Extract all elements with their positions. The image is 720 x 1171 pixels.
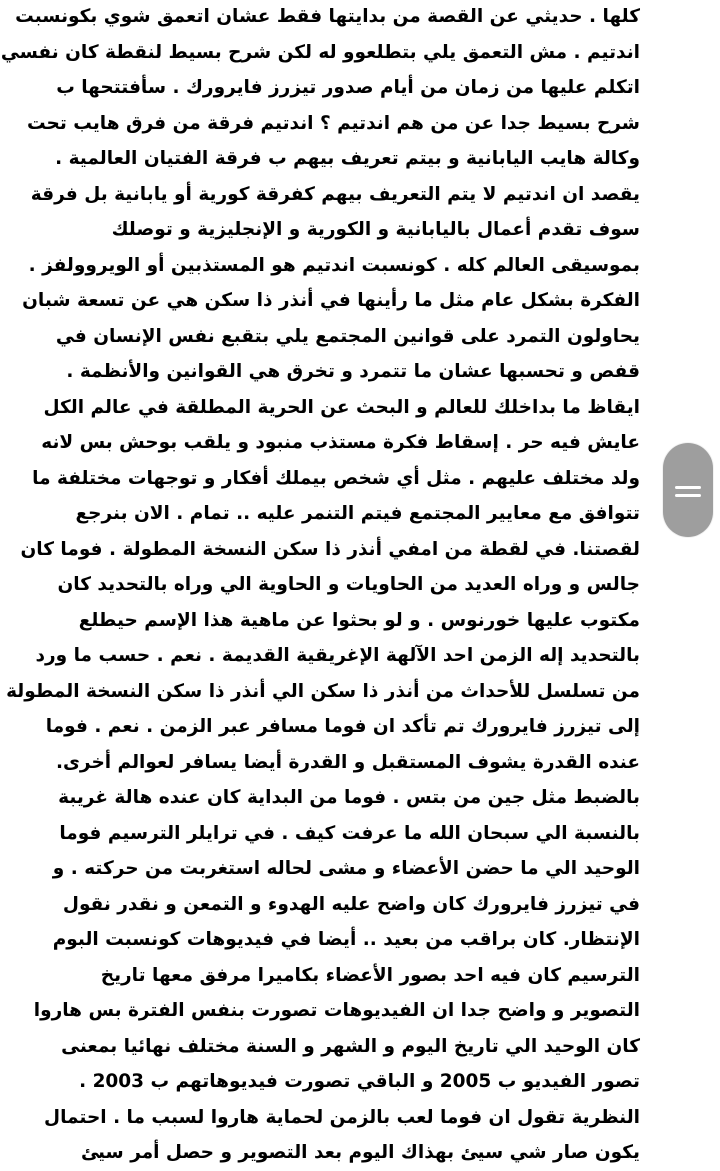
- text-line: النظرية تقول ان فوما لعب بالزمن لحماية هاروا لسبب ما . احتمال: [44, 1106, 640, 1128]
- text-line: الترسيم كان فيه احد بصور الأعضاء بكاميرا مرفق معها تاريخ: [100, 964, 640, 986]
- text-line: بالتحديد إله الزمن احد الآلهة الإغريقية القديمة . نعم . حسب ما ورد: [35, 645, 640, 666]
- text-line: ايقاظ ما بداخلك للعالم و البحث عن الحرية المطلقة في عالم الكل: [43, 396, 640, 418]
- text-line: في تيزرز فايرورك كان واضح عليه الهدوء و التمعن و نقدر نقول: [62, 893, 640, 915]
- text-line: تصور الفيديو ب 2005 و الباقي تصورت فيديوهاتهم ب 2003 .: [79, 1071, 640, 1092]
- text-line: لقصتنا. في لقطة من امفي أنذر ذا سكن النسخة المطولة . فوما كان: [20, 538, 640, 560]
- text-line: بموسيقى العالم كله . كونسبت اندتيم هو المستذبين أو الويروولفز .: [28, 254, 640, 276]
- text-line: ولد مختلف عليهم . مثل أي شخص بيملك أفكار و توجهات مختلفة ما: [32, 467, 640, 489]
- text-line: الإنتظار. كان براقب من بعيد .. أيضا في فيديوهات كونسبت البوم: [52, 929, 640, 950]
- text-line: مكتوب عليها خورنوس . و لو بحثوا عن ماهية هذا الإسم حيطلع: [78, 609, 640, 631]
- drag-handle-icon: [675, 494, 701, 497]
- text-line: اتكلم عليها من زمان من أيام صدور تيزرز فايرورك . سأفتتحها ب: [56, 77, 640, 98]
- text-line: اندتيم . مش التعمق يلي بتطلعوو له لكن شرح بسيط لنقطة كان نفسي: [0, 41, 640, 63]
- drag-handle-icon: [675, 486, 701, 489]
- text-line: شرح بسيط جدا عن من هم اندتيم ؟ اندتيم فرقة من فرق هايب تحت: [26, 112, 640, 134]
- text-line: الوحيد الي ما حضن الأعضاء و مشى لحاله استغربت من حركته . و: [52, 858, 640, 879]
- text-line: تتوافق مع معايير المجتمع فيتم التنمر عليه .. تمام . الان بنرجع: [75, 503, 640, 524]
- text-line: وكالة هايب اليابانية و بيتم تعريف بيهم ب فرقة الفتيان العالمية .: [55, 148, 640, 169]
- text-line: عنده القدرة يشوف المستقبل و القدرة أيضا يسافر لعوالم أخرى.: [55, 751, 640, 773]
- text-line: يحاولون التمرد على قوانين المجتمع يلي بتقبع نفس الإنسان في: [55, 325, 640, 347]
- text-line: كان الوحيد الي تاريخ اليوم و الشهر و السنة مختلف نهائيا بمعنى: [61, 1035, 640, 1057]
- text-line: كلها . حديثي عن القصة من بدايتها فقط عشان اتعمق شوي بكونسبت: [15, 6, 640, 27]
- text-line: يقصد ان اندتيم لا يتم التعريف بيهم كفرقة كورية أو يابانية بل فرقة: [30, 183, 640, 205]
- text-line: سوف تقدم أعمال باليابانية و الكورية و الإنجليزية و توصلك: [111, 219, 640, 240]
- text-line: الفكرة بشكل عام مثل ما رأينها في أنذر ذا سكن هي عن تسعة شبان: [22, 290, 640, 311]
- text-line: قفص و تحسبها عشان ما تتمرد و تخرق هي القوانين والأنظمة .: [66, 361, 640, 382]
- text-line: من تسلسل للأحداث من أنذر ذا سكن الي أنذر ذا سكن النسخة المطولة: [6, 680, 640, 702]
- fast-scroll-handle[interactable]: [663, 443, 713, 537]
- text-line: إلى تيزرز فايرورك تم تأكد ان فوما مسافر عبر الزمن . نعم . فوما: [45, 716, 640, 737]
- text-line: بالضبط مثل جين من بتس . فوما من البداية كان عنده هالة غريبة: [58, 787, 640, 808]
- text-line: عايش فيه حر . إسقاط فكرة مستذب منبود و يلقب بوحش بس لانه: [41, 432, 640, 453]
- text-line: بالنسبة الي سبحان الله ما عرفت كيف . في ترايلر الترسيم فوما: [59, 822, 640, 844]
- text-line: جالس و وراه العديد من الحاويات و الحاوية الي وراه بالتحديد كان: [57, 574, 640, 595]
- text-line: التصوير و واضح جدا ان الفيديوهات تصورت بنفس الفترة بس هاروا: [33, 1000, 640, 1021]
- text-line: يكون صار شي سيئ بهذاك اليوم بعد التصوير و حصل أمر سيئ: [81, 1142, 640, 1163]
